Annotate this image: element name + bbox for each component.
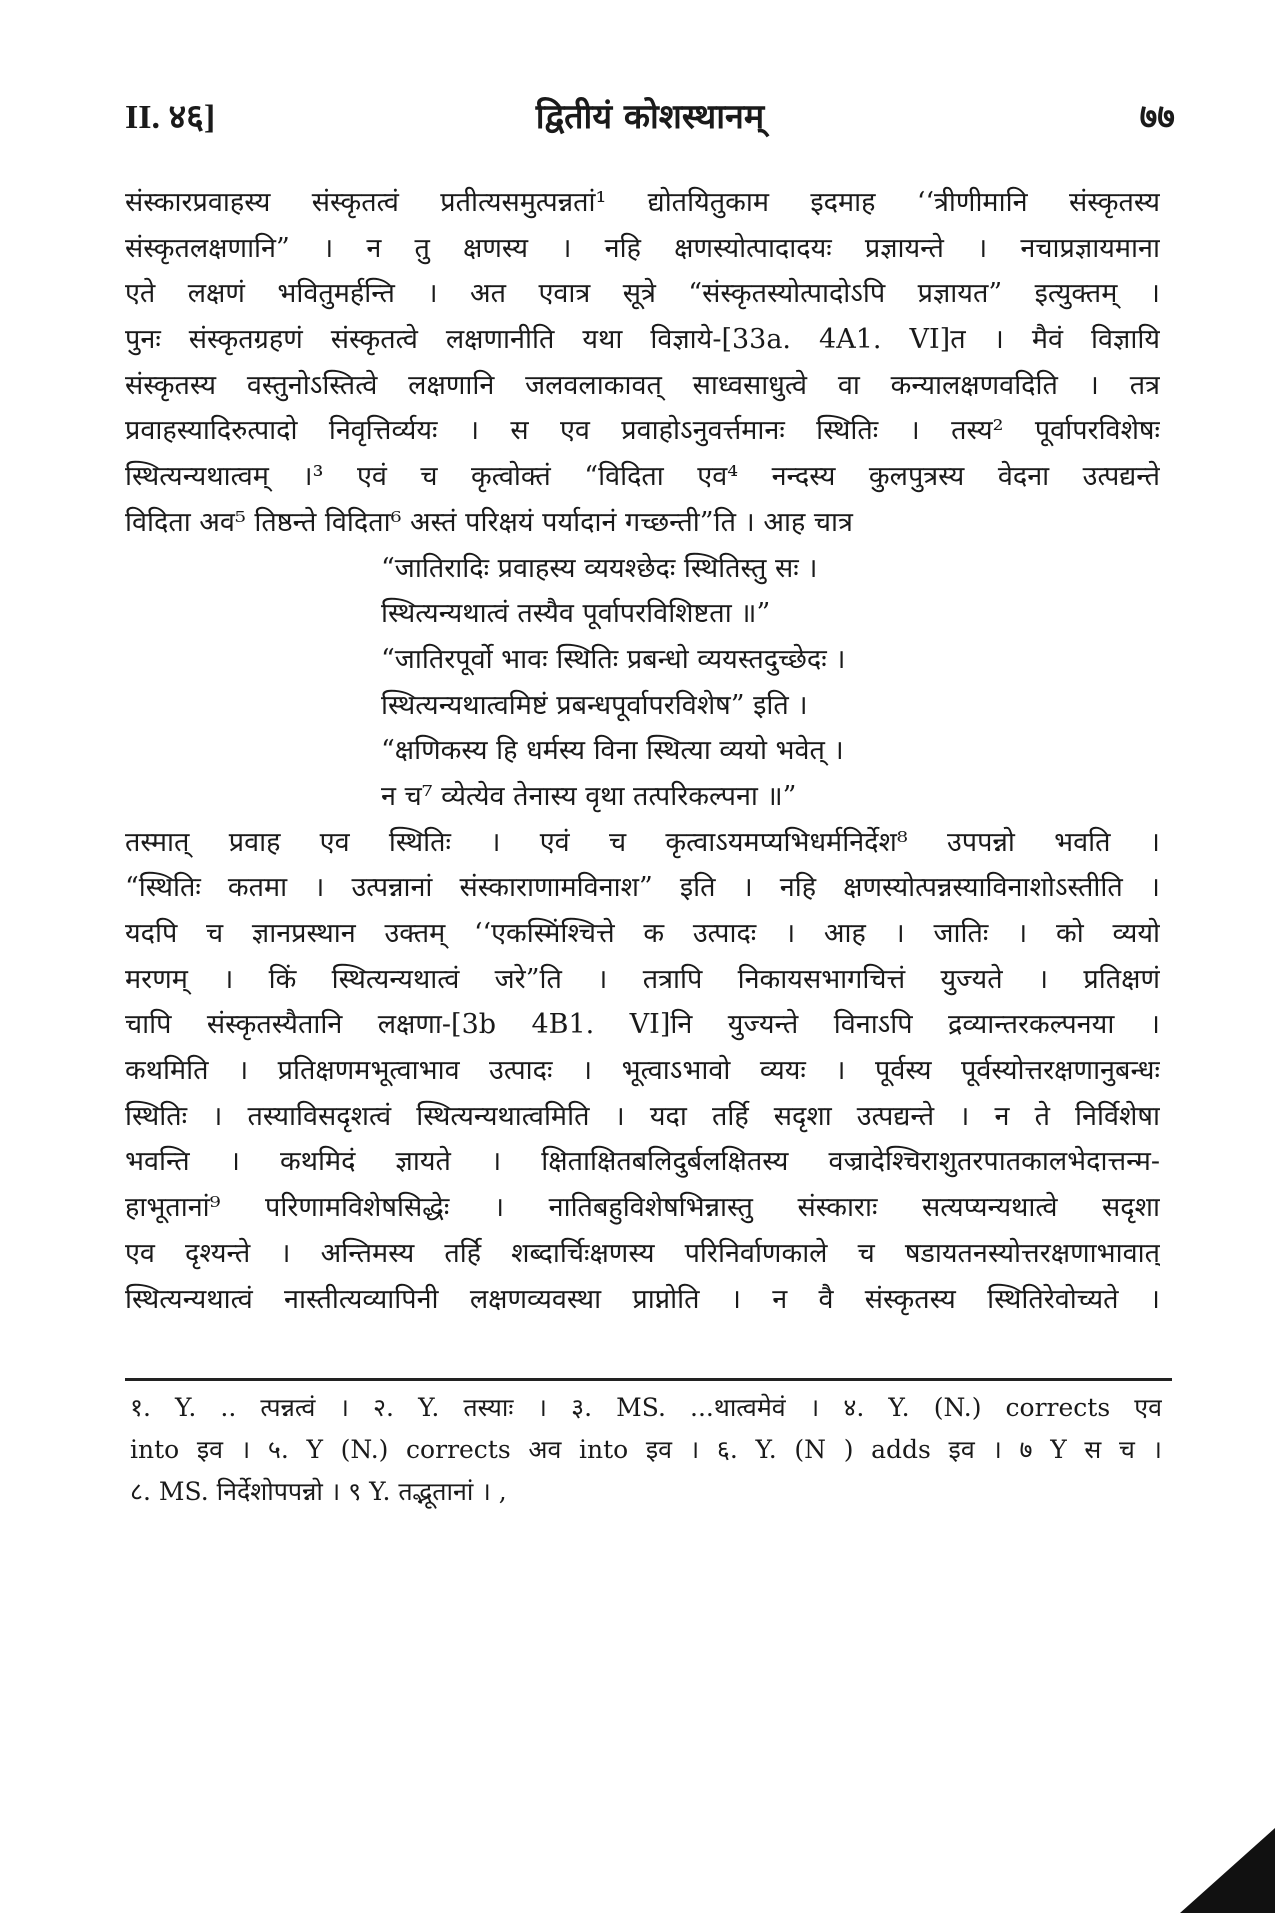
text-line: प्रवाहस्यादिरुत्पादो निवृत्तिर्व्ययः । स एव प्रवाहोऽनुवर्त्तमानः स्थितिः । तस्य² पूर्वापरविशेषः bbox=[125, 415, 1160, 447]
text-line: भवन्ति । कथमिदं ज्ञायते । क्षिताक्षितबलिदुर्बलक्षितस्य वज्रादेश्चिराशुतरपातकालभेदात्तन्म- bbox=[125, 1146, 1160, 1178]
scan-corner-shadow bbox=[1180, 1828, 1275, 1913]
verse-line: स्थित्यन्यथात्वं तस्यैव पूर्वापरविशिष्टता ॥” bbox=[381, 598, 771, 630]
text-line: एव दृश्यन्ते । अन्तिमस्य तर्हि शब्दार्चिःक्षणस्य परिनिर्वाणकाले च षडायतनस्योत्तरक्षणाभावात् bbox=[125, 1237, 1160, 1269]
text-line: तस्मात् प्रवाह एव स्थितिः । एवं च कृत्वाऽयमप्यभिधर्मनिर्देश⁸ उपपन्नो भवति । bbox=[125, 826, 1160, 858]
footnote-line: ८. MS. निर्देशोपपन्नो । ९ Y. तद्भूतानां । , bbox=[130, 1477, 507, 1506]
section-reference: II. ४६] bbox=[125, 99, 216, 136]
text-line: हाभूतानां⁹ परिणामविशेषसिद्धेः । नातिबहुविशेषभिन्नास्तु संस्काराः सत्यप्यन्यथात्वे सदृशा bbox=[125, 1192, 1160, 1224]
text-line: संस्कृतस्य वस्तुनोऽस्तित्वे लक्षणानि जलवलाकावत् साध्वसाधुत्वे वा कन्यालक्षणवदिति । तत्र bbox=[125, 369, 1160, 401]
page-header bbox=[125, 92, 1175, 142]
page-number: ७७ bbox=[1139, 97, 1175, 137]
text-line: पुनः संस्कृतग्रहणं संस्कृतत्वे लक्षणानीति यथा विज्ञाये-[33a. 4A1. VI]त । मैवं विज्ञायि bbox=[125, 324, 1160, 356]
text-line: संस्कृतलक्षणानि” । न तु क्षणस्य । नहि क्षणस्योत्पादादयः प्रज्ञायन्ते । नचाप्रज्ञायमाना bbox=[125, 232, 1160, 264]
text-line: मरणम् । किं स्थित्यन्यथात्वं जरे”ति । तत्रापि निकायसभागचित्तं युज्यते । प्रतिक्षणं bbox=[125, 963, 1160, 995]
footnote-line: into इव । ५. Y (N.) corrects अव into इव । ६. Y. (N ) adds इव । ७ Y स च । bbox=[130, 1435, 1162, 1464]
text-line: “स्थितिः कतमा । उत्पन्नानां संस्काराणामविनाश” इति । नहि क्षणस्योत्पन्नस्याविनाशोऽस्तीति । bbox=[125, 872, 1160, 904]
text-line: स्थित्यन्यथात्वं नास्तीत्यव्यापिनी लक्षणव्यवस्था प्राप्नोति । न वै संस्कृतस्य स्थितिरेवोच्यते । bbox=[125, 1283, 1160, 1315]
verse-line: “जातिरपूर्वो भावः स्थितिः प्रबन्धो व्ययस्तदुच्छेदः । bbox=[381, 643, 846, 675]
text-line: एते लक्षणं भवितुमर्हन्ति । अत एवात्र सूत्रे “संस्कृतस्योत्पादोऽपि प्रज्ञायत” इत्युक्तम् । bbox=[125, 278, 1160, 310]
verse-line: “क्षणिकस्य हि धर्मस्य विना स्थित्या व्ययो भवेत् । bbox=[381, 735, 844, 767]
footnote-line: १. Y. .. त्पन्नत्वं । २. Y. तस्याः । ३. MS. ...थात्वमेवं । ४. Y. (N.) corrects एव bbox=[130, 1393, 1162, 1422]
text-line: संस्कारप्रवाहस्य संस्कृतत्वं प्रतीत्यसमुत्पन्नतां¹ द्योतयितुकाम इदमाह ‘‘त्रीणीमानि संस्कृतस्य bbox=[125, 187, 1160, 218]
text-line: स्थितिः । तस्याविसदृशत्वं स्थित्यन्यथात्वमिति । यदा तर्हि सदृशा उत्पद्यन्ते । न ते निर्विशेषा bbox=[125, 1100, 1160, 1132]
text-line: चापि संस्कृतस्यैतानि लक्षणा-[3b 4B1. VI]नि युज्यन्ते विनाऽपि द्रव्यान्तरकल्पनया । bbox=[125, 1009, 1160, 1041]
main-text bbox=[125, 180, 1160, 1322]
footnotes bbox=[130, 1387, 1162, 1513]
verse-line: स्थित्यन्यथात्वमिष्टं प्रबन्धपूर्वापरविशेष” इति । bbox=[381, 689, 808, 721]
running-title: द्वितीयं कोशस्थानम् bbox=[535, 97, 765, 137]
text-line: स्थित्यन्यथात्वम् ।³ एवं च कृत्वोक्तं “विदिता एव⁴ नन्दस्य कुलपुत्रस्य वेदना उत्पद्यन्ते bbox=[125, 461, 1160, 493]
text-line: कथमिति । प्रतिक्षणमभूत्वाभाव उत्पादः । भूत्वाऽभावो व्ययः । पूर्वस्य पूर्वस्योत्तरक्षणानुबन्धः bbox=[125, 1055, 1160, 1087]
verse-line: न च⁷ व्येत्येव तेनास्य वृथा तत्परिकल्पना ॥” bbox=[381, 780, 797, 812]
footnote-divider bbox=[125, 1378, 1172, 1381]
text-line: विदिता अव⁵ तिष्ठन्ते विदिता⁶ अस्तं परिक्षयं पर्यादानं गच्छन्ती”ति । आह चात्र bbox=[125, 506, 853, 538]
text-line: यदपि च ज्ञानप्रस्थान उक्तम् ‘‘एकस्मिंश्चित्ते क उत्पादः । आह । जातिः । को व्ययो bbox=[125, 918, 1160, 949]
verse-line: “जातिरादिः प्रवाहस्य व्ययश्छेदः स्थितिस्तु सः । bbox=[381, 552, 818, 584]
